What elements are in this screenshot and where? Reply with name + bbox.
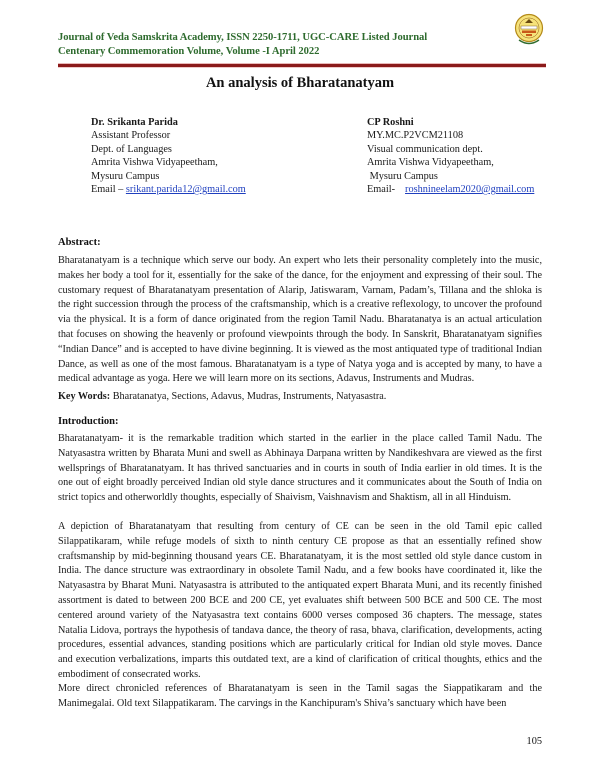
author-affiliation-line: MY.MC.P2VCM21108 — [367, 130, 464, 142]
keywords — [58, 391, 386, 402]
paper-title: An analysis of Bharatanatyam — [205, 75, 395, 91]
page-number: 105 — [526, 736, 542, 747]
header-divider — [58, 64, 546, 67]
author-affiliation-line: Amrita Vishwa Vidyapeetham, — [367, 157, 494, 169]
intro-paragraph: More direct chronicled references of Bharatanatyam is seen in the Tamil sagas the Siappatikaram and the Manimegalai. Old text Silappatikaram. The carvings in the Kanchipuram's Shiva’s sanctuary which have been — [58, 683, 542, 709]
journal-header-line2: Centenary Commemoration Volume, Volume -I April 2022 — [58, 45, 320, 57]
intro-paragraph: A depiction of Bharatanatyam that resulting from century of CE can be seen in the old Tamil epic called Silappatikaram, while refuge models of sixth to ninth century CE propose as that an essentially refined show craftsmanship by mid-beginning thousand years CE. Bharatanatyam, it is the most settled old style dance custom in India. The dance structure was extraordinary in obsolete Tamil Nadu, and a few books have coordinated it, like the Natyasastra by Bharat Muni. Natyasastra is attributed to the antiquated expert Bharata Muni, and its recently finished assortment is dated to between 200 BCE and 200 CE, yet evaluates shift between 500 BCE and 500 CE. The most centered around variety of the Natyasastra text contains 6000 verses composed 36 chapters. The message, states Natalia Lidova, portrays the hypothesis of tandava dance, the theory of rasa, bhava, clarification, developments, acting procedures, essential advances, standing positions which are particularly critical for Indian old style moves. Dance and execution verbalizations, imparts this outdated text, are a kind of clarification of critical thoughts, ethics and the embodiment of consecrated works. — [58, 521, 542, 680]
author-block-1 — [91, 116, 246, 196]
introduction-heading: Introduction: — [58, 416, 119, 427]
author-affiliation-line: Assistant Professor — [91, 130, 171, 142]
journal-header-line1: Journal of Veda Samskrita Academy, ISSN 2250-1711, UGC-CARE Listed Journal — [58, 32, 428, 43]
author-affiliation-line: Amrita Vishwa Vidyapeetham, — [91, 157, 218, 169]
email-label: Email- — [367, 184, 396, 196]
email-label: Email – — [91, 184, 126, 196]
journal-header — [58, 31, 478, 58]
author-affiliation-line: Visual communication dept. — [367, 143, 483, 155]
author-email-row — [91, 183, 246, 196]
academy-seal-logo-icon — [514, 13, 544, 47]
abstract-heading: Abstract: — [58, 237, 101, 248]
author-affiliation-line: Mysuru Campus — [367, 170, 438, 182]
email-link[interactable]: roshnineelam2020@gmail.com — [405, 184, 535, 196]
author-affiliation-line: Mysuru Campus — [91, 170, 160, 182]
email-link[interactable]: srikant.parida12@gmail.com — [125, 184, 246, 196]
author-block-2 — [367, 116, 534, 196]
keywords-label: Key Words: — [58, 391, 111, 402]
author-affiliation-line: Dept. of Languages — [91, 143, 172, 155]
author-name: CP Roshni — [367, 117, 414, 128]
keywords-text: Bharatanatya, Sections, Adavus, Mudras, Instruments, Natyasastra. — [110, 391, 387, 402]
author-email-row — [367, 183, 534, 196]
author-name: Dr. Srikanta Parida — [91, 117, 178, 128]
intro-paragraph: Bharatanatyam- it is the remarkable tradition which started in the earlier in the place called Tamil Nadu. The Natyasastra written by Bharata Muni and swell as Abhinaya Darpana written by Nandikeshvara are viewed as the first wellsprings of Bharatanatyam. It has thrived sanctuaries and in courts in south of India earlier in old times. It is the one out of eight broadly perceived Indian old style dance structures and it communicates about the South of India on strict topics and otherworldly thoughts, especially of Shaivism, Vaishnavism and Shaktism, all in all Hinduism. — [58, 433, 542, 504]
abstract-text: Bharatanatyam is a technique which serve our body. An expert who lets their personality completely into the music, makes her body a tool for it, essentially for the sake of the dance, for the enjoyment and expressing of their soul. The customary request of Bharatanatyam presentation of Alarip, Jatiswaram, Varnam, Padam’s, Tillana and the shloka is the right succession through the process of the craftsmanship, which is a creative reflexology, to uncover the profound via the physical. It is a form of dance originated from the region Tamil Nadu. Bharatanatya is an actual articulation that focuses on showing the heavenly or profound viewpoints through the body. In Sanskrit, Bharatanatyam signifies “Indian Dance” and is accepted to have divine beginning. It is viewed as the most antiquated type of traditional Indian Dance, as well as one of the most famous. Bharatanatyam is a type of Natya yoga and is accepted by many, to have a medical advantage as yoga. Here we will learn more on its sections, Adavus, Instruments and Mudras. — [58, 255, 542, 385]
